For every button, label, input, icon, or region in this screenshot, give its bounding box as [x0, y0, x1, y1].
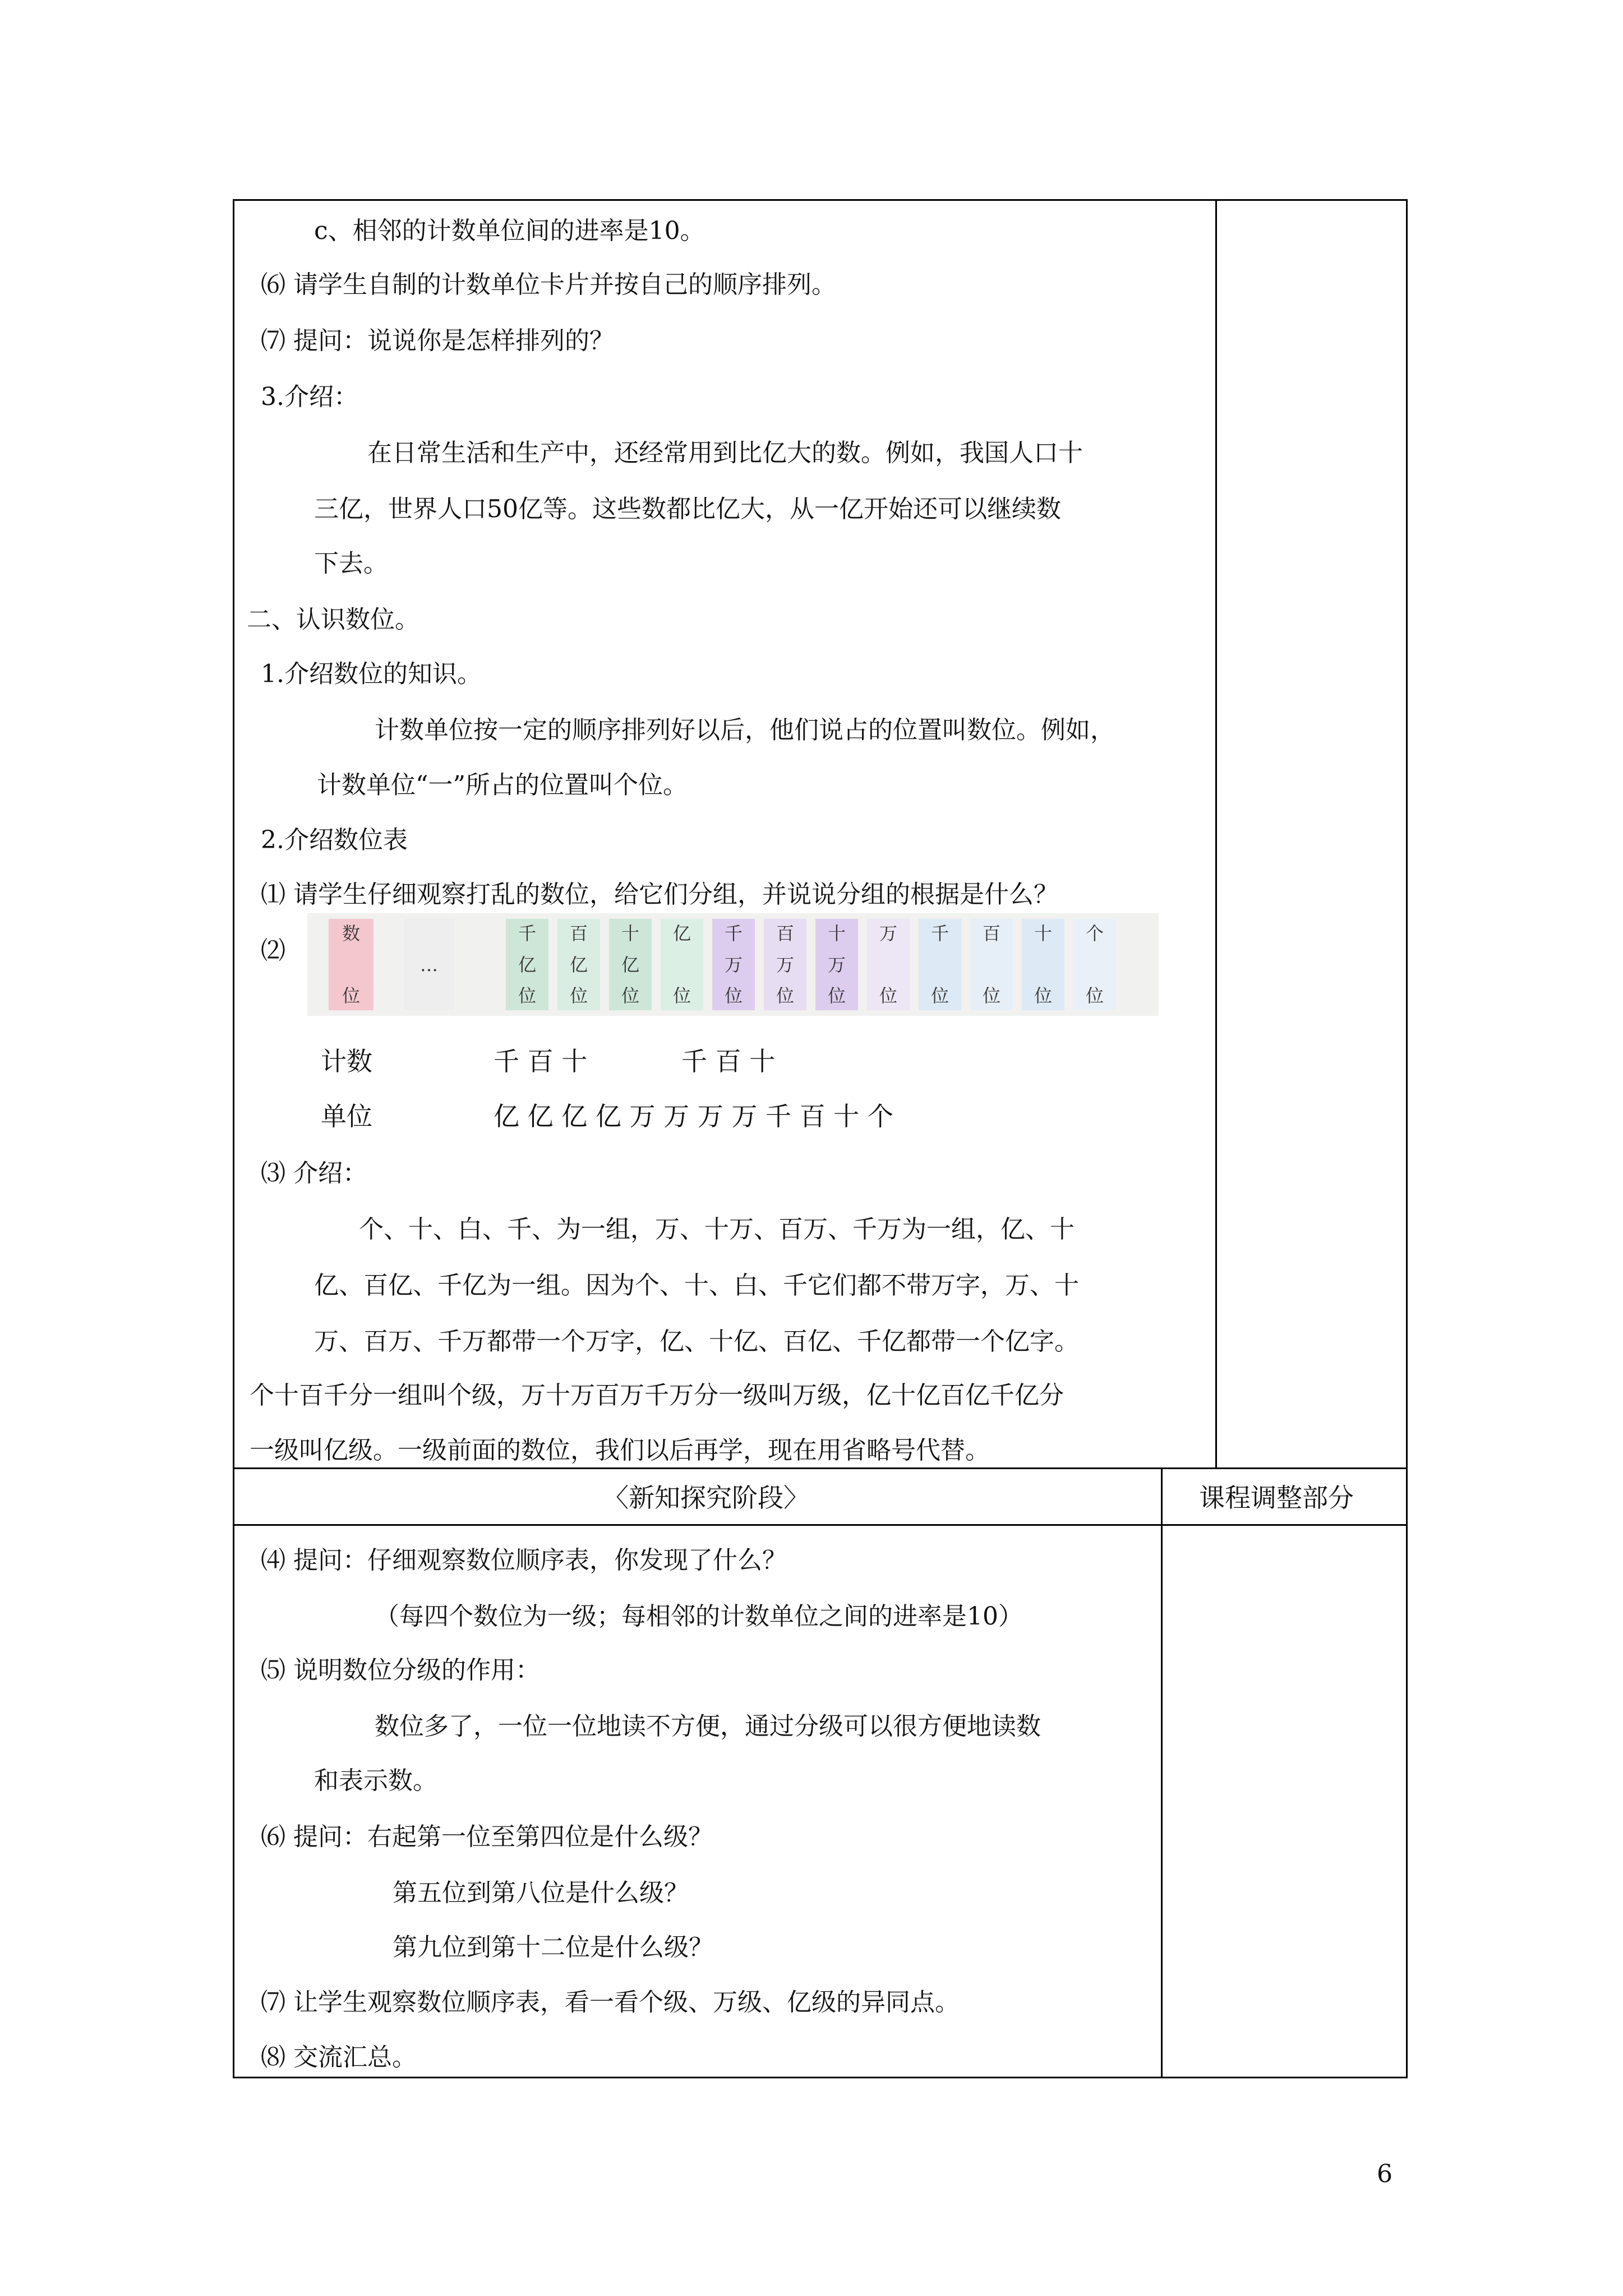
text-line: （每四个数位为一级；每相邻的计数单位之间的进率是10）: [375, 1602, 1023, 1631]
text-line: 一级叫亿级。一级前面的数位，我们以后再学，现在用省略号代替。: [250, 1436, 990, 1465]
text-line: 数位多了，一位一位地读不方便，通过分级可以很方便地读数: [375, 1712, 1041, 1741]
text-line: 下去。: [314, 549, 388, 578]
text-line: 亿、百亿、千亿为一组。因为个、十、白、千它们都不带万字，万、十: [314, 1271, 1079, 1300]
table-border-bottom: [233, 2077, 1408, 2078]
text-line: 三亿，世界人口50亿等。这些数都比亿大，从一亿开始还可以继续数: [314, 495, 1061, 523]
text-line: 计数单位按一定的顺序排列好以后，他们说占的位置叫数位。例如，: [375, 716, 1115, 744]
text-line: ⑺ 提问：说说你是怎样排列的？: [261, 326, 614, 355]
place-card: 亿 位: [661, 919, 703, 1010]
text-line: 第九位到第十二位是什么级？: [393, 1933, 713, 1962]
text-line: 1.介绍数位的知识。: [261, 660, 482, 688]
place-card: …: [404, 919, 454, 1010]
text-line: ⑶ 介绍：: [261, 1159, 367, 1188]
upper-column-divider: [1215, 199, 1217, 1469]
place-value-chart: [307, 913, 1159, 1016]
place-card: 百 位: [970, 919, 1013, 1010]
place-card: 千 位: [919, 919, 961, 1010]
section-heading: 二、认识数位。: [247, 605, 419, 634]
text-line: ⑵: [261, 936, 285, 965]
text-line: ⑹ 请学生自制的计数单位卡片并按自己的顺序排列。: [261, 270, 836, 299]
place-card: 千 亿 位: [506, 919, 548, 1010]
adjust-heading: 课程调整部分: [1199, 1483, 1354, 1513]
place-card: 数 位: [329, 919, 374, 1010]
place-card: 百 亿 位: [557, 919, 600, 1010]
text-line: 和表示数。: [314, 1766, 437, 1795]
place-card: 十 亿 位: [609, 919, 652, 1010]
place-card: 百 万 位: [764, 919, 806, 1010]
header-row-top: [233, 1467, 1408, 1469]
text-line: 第五位到第八位是什么级？: [393, 1879, 689, 1907]
table-border-top: [233, 199, 1408, 201]
text-line: 个十百千分一组叫个级，万十万百万千万分一级叫万级，亿十亿百亿千亿分: [250, 1381, 1064, 1410]
unit-row-label: 单位: [321, 1101, 372, 1131]
text-line: ⑴ 请学生仔细观察打乱的数位，给它们分组，并说说分组的根据是什么？: [261, 880, 1058, 909]
text-line: ⑷ 提问：仔细观察数位顺序表，你发现了什么？: [261, 1546, 787, 1575]
unit-row-values: 亿 亿 亿 亿 万 万 万 万 千 百 十 个: [494, 1101, 893, 1131]
unit-row-label: 计数: [321, 1046, 372, 1076]
text-line: ⑸ 说明数位分级的作用：: [261, 1656, 540, 1685]
place-card: 万 位: [867, 919, 910, 1010]
text-line: c、相邻的计数单位间的进率是10。: [314, 217, 705, 245]
header-row-bottom: [233, 1524, 1408, 1526]
page-number: 6: [1377, 2160, 1393, 2188]
lower-column-divider: [1161, 1467, 1163, 2078]
place-card: 个 位: [1073, 919, 1116, 1010]
place-card: 十 万 位: [815, 919, 858, 1010]
place-card: 十 位: [1022, 919, 1064, 1010]
text-line: 2.介绍数位表: [261, 826, 408, 854]
table-border-left: [233, 199, 234, 2078]
text-line: 个、十、白、千、为一组，万、十万、百万、千万为一组，亿、十: [359, 1215, 1075, 1244]
text-line: ⑻ 交流汇总。: [261, 2043, 417, 2072]
text-line: 在日常生活和生产中，还经常用到比亿大的数。例如，我国人口十: [367, 439, 1083, 467]
text-line: ⑹ 提问：右起第一位至第四位是什么级？: [261, 1823, 713, 1851]
table-border-right: [1406, 199, 1408, 2078]
place-card: 千 万 位: [712, 919, 755, 1010]
unit-row-values: 千 百 十: [494, 1046, 588, 1076]
stage-heading: 〈新知探究阶段〉: [603, 1483, 809, 1513]
unit-row-values: 千 百 十: [681, 1046, 776, 1076]
text-line: 万、百万、千万都带一个万字，亿、十亿、百亿、千亿都带一个亿字。: [314, 1327, 1079, 1356]
text-line: 计数单位“一”所占的位置叫个位。: [317, 771, 688, 799]
text-line: 3.介绍：: [261, 383, 358, 411]
text-line: ⑺ 让学生观察数位顺序表，看一看个级、万级、亿级的异同点。: [261, 1988, 960, 2017]
